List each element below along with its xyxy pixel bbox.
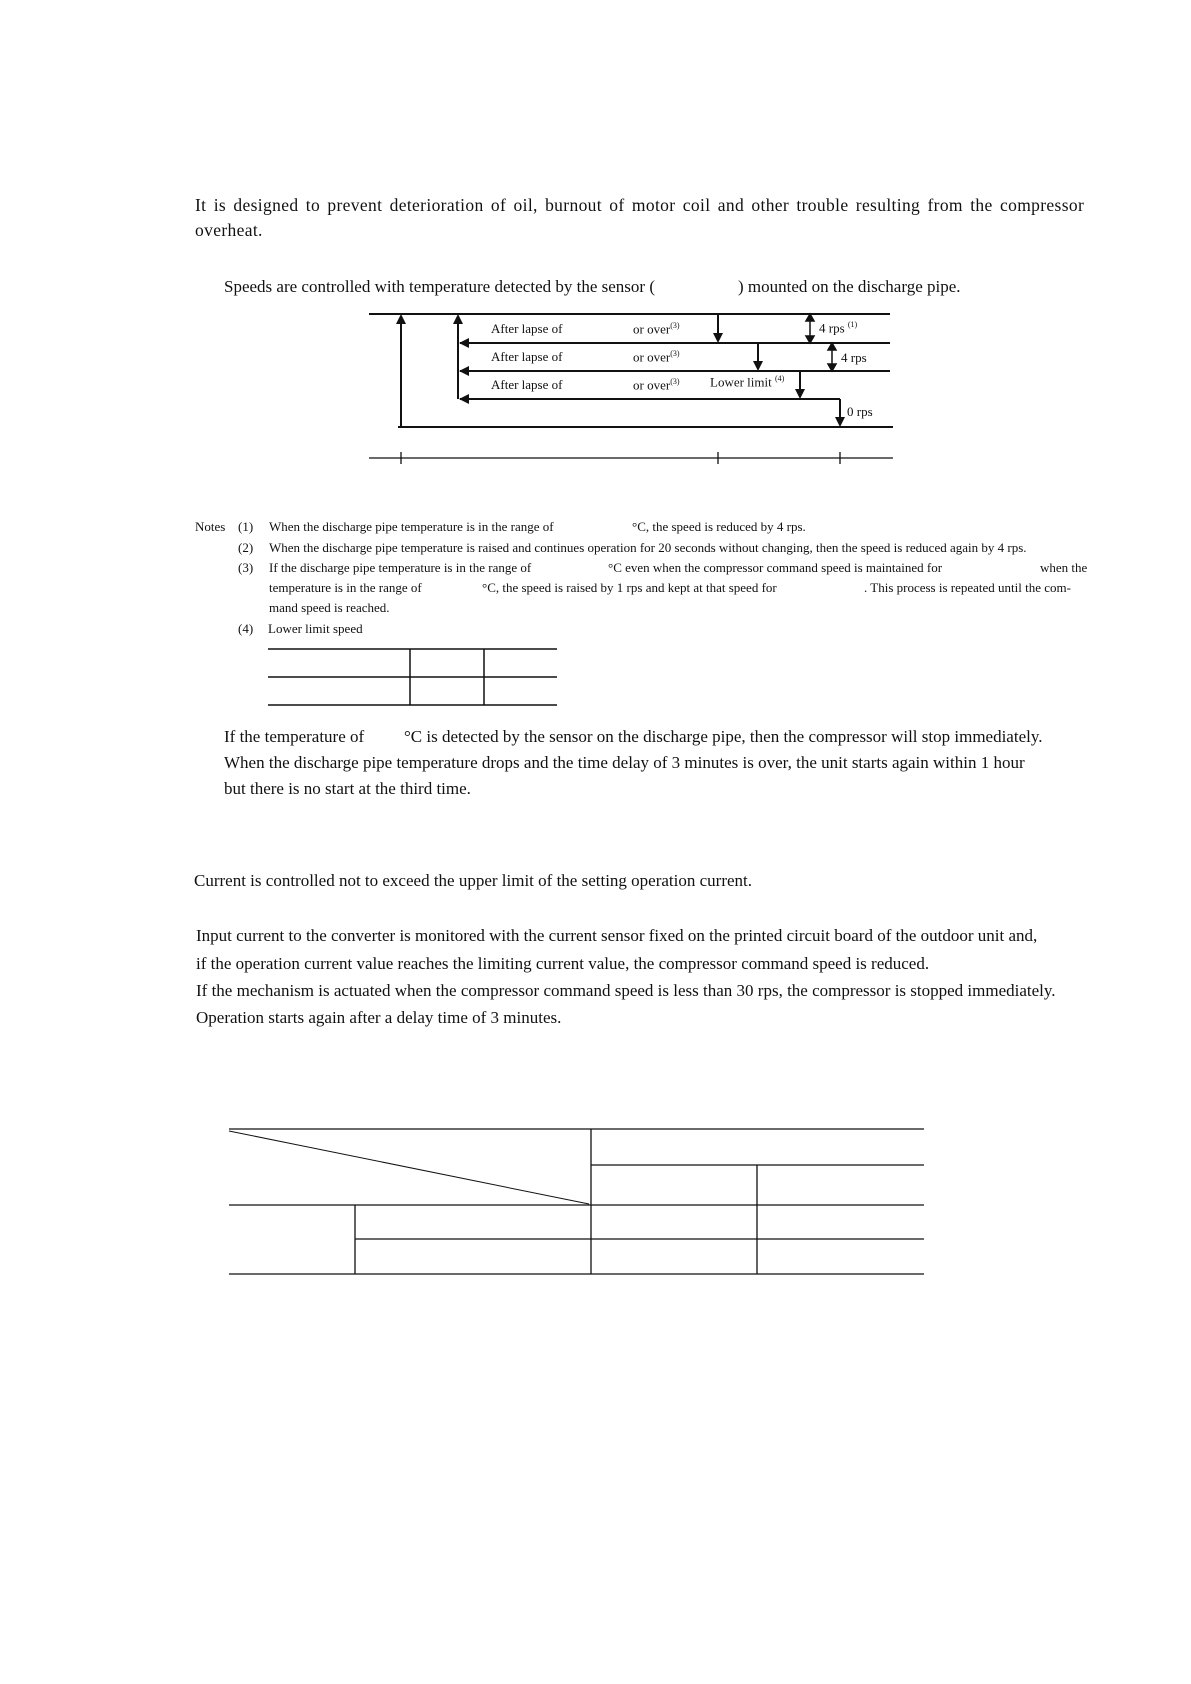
stop-line-3: but there is no start at the third time. [224,779,471,798]
current-limit-table [229,1129,924,1274]
lower-limit-table [268,649,557,705]
note-3-line-1b: °C even when the compressor command speed is maintained for [608,560,943,575]
intro-line-2: overheat. [195,220,263,240]
note-1-text-a: When the discharge pipe temperature is in the range of [269,519,554,534]
note-3-number: (3) [238,560,254,575]
after-lapse-label-2: After lapse of [491,349,563,364]
after-lapse-label-1: After lapse of [491,321,563,336]
speed-control-sentence-start: Speeds are controlled with temperature detected by the sensor ( [224,277,655,296]
note-4-text: Lower limit speed [268,621,363,636]
note-1-text-b: °C, the speed is reduced by 4 rps. [632,519,806,534]
current-line-3: If the mechanism is actuated when the compressor command speed is less than 30 rps, the compressor is stopped immediately. [196,981,1056,1000]
lower-limit-label: Lower limit $^{(4)}$ [710,374,785,390]
stop-line-1a: If the temperature of [224,727,365,746]
speed-control-sentence-end: ) mounted on the discharge pipe. [738,277,961,296]
step-4rps-mid-label: 4 rps [841,350,867,365]
notes-heading: Notes [195,519,226,534]
note-3-line-2c: . This process is repeated until the com- [864,580,1071,595]
note-3-line-2b: °C, the speed is raised by 1 rps and kept at that speed for [482,580,777,595]
note-3-line-1a: If the discharge pipe temperature is in the range of [269,560,532,575]
or-over-label-2: or over$^{(3)}$ [633,349,680,365]
current-line-1: Input current to the converter is monitored with the current sensor fixed on the printed circuit board of the outdoor unit and, [196,926,1038,945]
step-4rps-top-label: 4 rps $^{(1)}$ [819,320,858,336]
note-3-line-1c: when the [1040,560,1088,575]
note-1-number: (1) [238,519,254,534]
note-2-number: (2) [238,540,254,555]
stop-line-2: When the discharge pipe temperature drops and the time delay of 3 minutes is over, the unit starts again within 1 hour [224,753,1025,772]
stop-line-1b: °C is detected by the sensor on the discharge pipe, then the compressor will stop immediately. [404,727,1043,746]
current-control-intro: Current is controlled not to exceed the upper limit of the setting operation current. [194,871,753,890]
note-2-text: When the discharge pipe temperature is raised and continues operation for 20 seconds without changing, then the speed is reduced again by 4 rps. [269,540,1027,555]
table-diagonal-line [229,1131,589,1204]
current-line-2: if the operation current value reaches the limiting current value, the compressor command speed is reduced. [196,954,930,973]
note-3-line-2a: temperature is in the range of [269,580,422,595]
or-over-label-3: or over$^{(3)}$ [633,377,680,393]
after-lapse-label-3: After lapse of [491,377,563,392]
zero-rps-label: 0 rps [847,404,873,419]
note-3-line-3: mand speed is reached. [269,600,390,615]
intro-line-1: It is designed to prevent deterioration of oil, burnout of motor coil and other trouble resulting from the compressor [195,195,1085,215]
or-over-label-1: or over$^{(3)}$ [633,321,680,337]
note-4-number: (4) [238,621,254,636]
current-line-4: Operation starts again after a delay time of 3 minutes. [196,1008,562,1027]
